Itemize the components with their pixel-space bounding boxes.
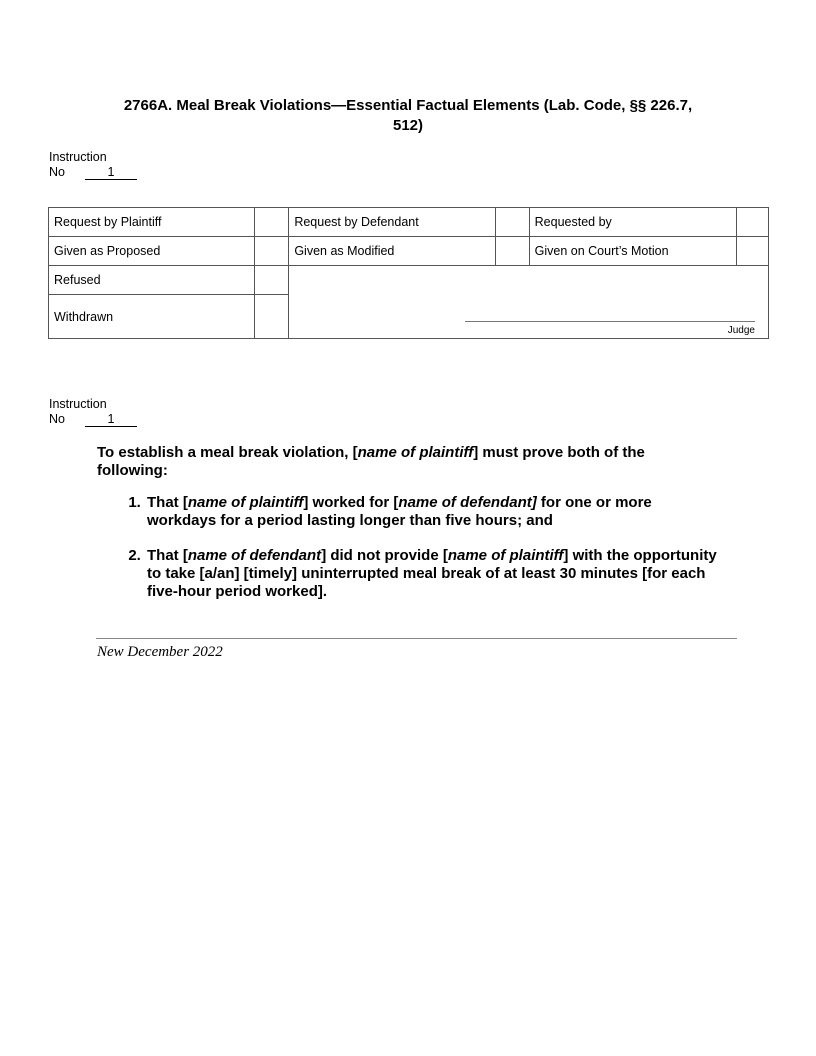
instruction-label: Instruction — [49, 150, 107, 164]
elements-list — [97, 494, 717, 601]
request-by-plaintiff-checkbox[interactable] — [255, 208, 289, 237]
given-as-proposed-label: Given as Proposed — [49, 237, 255, 266]
intro-paragraph: To establish a meal break violation, [name of plaintiff] must prove both of the following: — [97, 444, 645, 479]
withdrawn-label: Withdrawn — [49, 295, 255, 339]
instruction-number-block-top — [49, 150, 137, 180]
divider — [96, 638, 737, 639]
request-by-defendant-checkbox[interactable] — [495, 208, 529, 237]
revision-note: New December 2022 — [97, 644, 223, 660]
request-by-plaintiff-label: Request by Plaintiff — [49, 208, 255, 237]
request-by-defendant-label: Request by Defendant — [289, 208, 495, 237]
instruction-number: 1 — [85, 413, 137, 427]
judge-signature-line[interactable] — [465, 321, 755, 322]
instruction-label: Instruction — [49, 397, 107, 411]
list-item: 2. That [name of defendant] did not provide [name of plaintiff] with the opportunity to take [a/an] [timely] uninterrupted meal break of at least 30 minutes [for each five-hour period worked]. — [145, 547, 717, 601]
given-as-modified-label: Given as Modified — [289, 237, 495, 266]
list-item: 1. That [name of plaintiff] worked for [name of defendant] for one or more workdays for a period lasting longer than five hours; and — [145, 494, 717, 530]
given-as-proposed-checkbox[interactable] — [255, 237, 289, 266]
refused-checkbox[interactable] — [255, 266, 289, 295]
given-on-courts-motion-checkbox[interactable] — [736, 237, 768, 266]
instruction-body — [97, 444, 717, 618]
page-title: 2766A. Meal Break Violations—Essential Factual Elements (Lab. Code, §§ 226.7, 512) — [123, 97, 693, 134]
judge-signature-area — [289, 266, 769, 339]
given-as-modified-checkbox[interactable] — [495, 237, 529, 266]
instruction-status-table — [48, 207, 769, 339]
instruction-number-block-bottom — [49, 397, 137, 427]
instruction-no-label: No — [49, 164, 65, 179]
refused-label: Refused — [49, 266, 255, 295]
withdrawn-checkbox[interactable] — [255, 295, 289, 339]
given-on-courts-motion-label: Given on Court’s Motion — [529, 237, 736, 266]
judge-label: Judge — [727, 325, 755, 336]
requested-by-checkbox[interactable] — [736, 208, 768, 237]
requested-by-label: Requested by — [529, 208, 736, 237]
instruction-no-label: No — [49, 411, 65, 426]
instruction-number: 1 — [85, 166, 137, 180]
